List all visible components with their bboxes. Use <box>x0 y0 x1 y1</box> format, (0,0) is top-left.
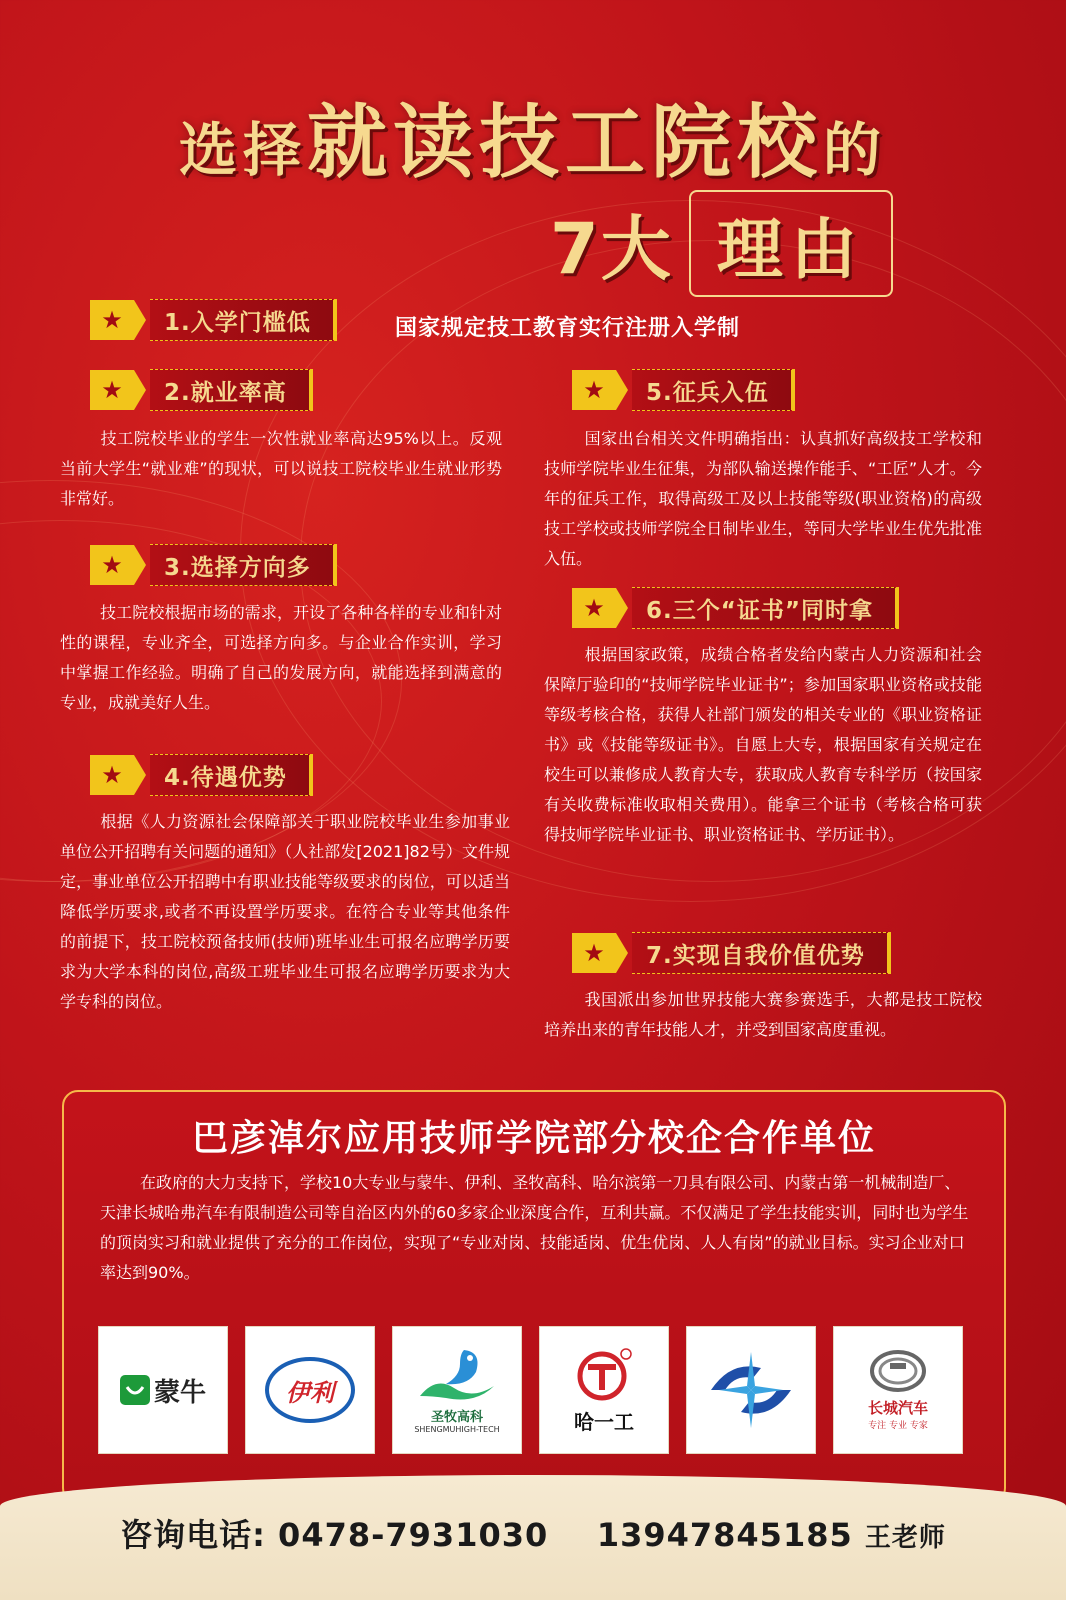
shengmu-logo-icon <box>416 1346 498 1402</box>
logo-text: 蒙牛 <box>153 1377 206 1408</box>
logo-text: 伊利 <box>286 1378 334 1407</box>
logo-text: 长城汽车 <box>867 1399 928 1417</box>
greatwall-logo-icon <box>868 1349 928 1393</box>
subtitle-number: 7大 <box>550 208 673 290</box>
page-title <box>0 78 1066 193</box>
contact-label: 咨询电话: <box>120 1516 266 1554</box>
paragraph-text: 技工院校根据市场的需求，开设了各种各样的专业和针对性的课程，专业齐全，可选择方向多。与企业合作实训，学习中掌握工作经验。明确了自己的发展方向，就能选择到满意的专业，成就美好人生。 <box>60 603 502 712</box>
subtitle-boxed: 理由 <box>689 190 893 297</box>
section-5-text <box>544 424 982 574</box>
hayigong-logo-icon <box>574 1346 634 1402</box>
section-3-text <box>60 598 502 718</box>
contact-person: 王老师 <box>864 1523 946 1553</box>
logo-subtext: 专注 专业 专家 <box>868 1421 928 1431</box>
section-label: 6.三个“证书”同时拿 <box>632 587 899 629</box>
partner-logo-yili <box>245 1326 375 1454</box>
section-2-text <box>60 424 502 514</box>
contact-phone-mobile[interactable]: 13947845185 <box>596 1516 853 1554</box>
partner-logo-hayigong <box>539 1326 669 1454</box>
section-4-text <box>60 807 510 1017</box>
page-subtitle <box>550 190 893 297</box>
star-icon: ★ <box>90 755 134 795</box>
star-icon: ★ <box>572 588 616 628</box>
partner-logos <box>98 1326 963 1454</box>
logo-text: 圣牧高科 <box>430 1410 483 1425</box>
logo-text: 哈一工 <box>574 1409 634 1434</box>
tianjin-logo-icon <box>701 1350 801 1430</box>
star-icon: ★ <box>90 545 134 585</box>
title-part: 的 <box>823 116 888 184</box>
section-label: 1.入学门槛低 <box>150 299 337 341</box>
partner-logo-shengmu <box>392 1326 522 1454</box>
cooperation-panel <box>62 1090 1006 1504</box>
star-icon: ★ <box>90 370 134 410</box>
section-heading-1 <box>90 300 337 340</box>
section-heading-3 <box>90 545 337 585</box>
paragraph-text: 在政府的大力支持下，学校10大专业与蒙牛、伊利、圣牧高科、哈尔滨第一刀具有限公司、内蒙古第一机械制造厂、天津长城哈弗汽车有限制造公司等自治区内外的60多家企业深度合作，互利共赢。不仅满足了学生技能实训，同时也为学生的顶岗实习和就业提供了充分的工作岗位，实现了“专业对岗、技能适岗、优生优岗、人人有岗”的就业目标。实习企业对口率达到90%。 <box>100 1173 969 1282</box>
star-icon: ★ <box>572 370 616 410</box>
paragraph-text: 根据《人力资源社会保障部关于职业院校毕业生参加事业单位公开招聘有关问题的通知》（人社部发[2021]82号）文件规定，事业单位公开招聘中有职业技能等级要求的岗位，可以适当降低学历要求,或者不再设置学历要求。在符合专业等其他条件的前提下，技工院校预备技师(技师)班毕业生可报名应聘学历要求为大学本科的岗位,高级工班毕业生可报名应聘学历要求为大学专科的岗位。 <box>60 812 510 1011</box>
paragraph-text: 我国派出参加世界技能大赛参赛选手，大都是技工院校培养出来的青年技能人才，并受到国家高度重视。 <box>544 990 982 1039</box>
section-heading-4 <box>90 755 313 795</box>
paragraph-text: 国家出台相关文件明确指出：认真抓好高级技工学校和技师学院毕业生征集，为部队输送操作能手、“工匠”人才。今年的征兵工作，取得高级工及以上技能等级(职业资格)的高级技工学校或技师学院全日制毕业生，等同大学毕业生优先批准入伍。 <box>544 429 982 568</box>
star-icon: ★ <box>90 300 134 340</box>
section-label: 4.待遇优势 <box>150 754 313 796</box>
partner-logo-mengniu <box>98 1326 228 1454</box>
contact-phone-landline[interactable]: 0478-7931030 <box>278 1516 549 1554</box>
cooperation-text <box>100 1168 970 1288</box>
section-1-note: 国家规定技工教育实行注册入学制 <box>395 316 741 341</box>
title-part: 选择 <box>178 116 307 184</box>
section-6-text <box>544 640 982 850</box>
section-label: 3.选择方向多 <box>150 544 337 586</box>
partner-logo-tianjin <box>686 1326 816 1454</box>
paragraph-text: 根据国家政策，成绩合格者发给内蒙古人力资源和社会保障厅验印的“技师学院毕业证书”；参加国家职业资格或技能等级考核合格，获得人社部门颁发的相关专业的《职业资格证书》或《技能等级证书》。自愿上大专，根据国家有关规定在校生可以兼修成人教育大专，获取成人教育专科学历（按国家有关收费标准收取相关费用）。能拿三个证书（考核合格可获得技师学院毕业证书、职业资格证书、学历证书）。 <box>544 645 982 844</box>
section-heading-5 <box>572 370 795 410</box>
section-label: 7.实现自我价值优势 <box>632 932 891 974</box>
star-icon: ★ <box>572 933 616 973</box>
section-7-text <box>544 985 982 1045</box>
section-heading-6 <box>572 588 899 628</box>
section-label: 2.就业率高 <box>150 369 313 411</box>
section-label: 5.征兵入伍 <box>632 369 795 411</box>
section-heading-2 <box>90 370 313 410</box>
mengniu-logo-icon <box>120 1375 150 1405</box>
title-part: 就读技工院校 <box>307 95 823 189</box>
section-heading-7 <box>572 933 891 973</box>
paragraph-text: 技工院校毕业的学生一次性就业率高达95%以上。反观当前大学生“就业难”的现状，可以说技工院校毕业生就业形势非常好。 <box>60 429 502 508</box>
contact-line <box>0 1510 1066 1556</box>
logo-subtext: SHENGMUHIGH-TECH <box>414 1425 500 1434</box>
cooperation-title: 巴彦淖尔应用技师学院部分校企合作单位 <box>191 1118 876 1159</box>
partner-logo-greatwall <box>833 1326 963 1454</box>
